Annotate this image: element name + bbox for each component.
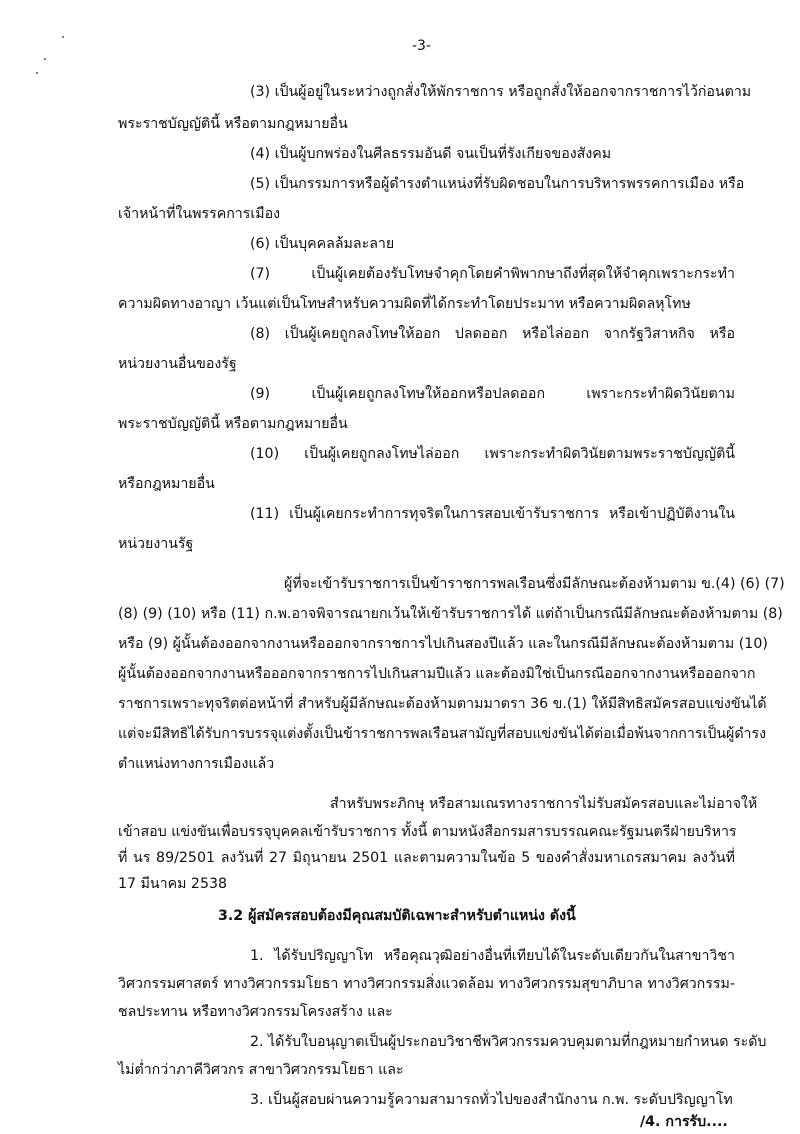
page-number: -3-	[412, 38, 432, 54]
scan-speck	[44, 58, 46, 60]
list-item-line: (9) เป็นผู้เคยถูกลงโทษให้ออกหรือปลดออก เพราะกระทำผิดวินัยตาม	[250, 386, 735, 402]
qualification-line: ไม่ต่ำกว่าภาคีวิศวกร สาขาวิศวกรรมโยธา และ	[118, 1062, 404, 1078]
list-item-line: หรือกฎหมายอื่น	[118, 476, 215, 492]
list-item-line: ความผิดทางอาญา เว้นแต่เป็นโทษสำหรับความผิดที่ได้กระทำโดยประมาท หรือความผิดลหุโทษ	[118, 296, 691, 312]
paragraph-line: 17 มีนาคม 2538	[118, 876, 228, 892]
qualification-line: 2. ได้รับใบอนุญาตเป็นผู้ประกอบวิชาชีพวิศวกรรมควบคุมตามที่กฎหมายกำหนด ระดับ	[250, 1034, 767, 1050]
qualification-line: 3. เป็นผู้สอบผ่านความรู้ความสามารถทั่วไปของสำนักงาน ก.พ. ระดับปริญญาโท	[250, 1092, 733, 1108]
list-item-line: (5) เป็นกรรมการหรือผู้ดำรงตำแหน่งที่รับผิดชอบในการบริหารพรรคการเมือง หรือ	[250, 176, 745, 192]
section-heading: 3.2 ผู้สมัครสอบต้องมีคุณสมบัติเฉพาะสำหรับตำแหน่ง ดังนี้	[218, 908, 576, 924]
scan-speck	[62, 36, 64, 38]
paragraph-line: หรือ (9) ผู้นั้นต้องออกจากงานหรือออกจากราชการไปเกินสองปีแล้ว และในกรณีมีลักษณะต้องห้ามตาม (10)	[118, 636, 768, 652]
list-item-line: (11) เป็นผู้เคยกระทำการทุจริตในการสอบเข้ารับราชการ หรือเข้าปฏิบัติงานใน	[250, 506, 735, 522]
list-item-line: (10) เป็นผู้เคยถูกลงโทษไล่ออก เพราะกระทำผิดวินัยตามพระราชบัญญัตินี้	[250, 446, 735, 462]
list-item-line: (3) เป็นผู้อยู่ในระหว่างถูกสั่งให้พักราชการ หรือถูกสั่งให้ออกจากราชการไว้ก่อนตาม	[250, 84, 752, 100]
paragraph-line: (8) (9) (10) หรือ (11) ก.พ.อาจพิจารณายกเว้นให้เข้ารับราชการได้ แต่ถ้าเป็นกรณีมีลักษณะต้องห้ามตาม (8)	[118, 606, 783, 622]
list-item-line: พระราชบัญญัตินี้ หรือตามกฎหมายอื่น	[118, 116, 348, 132]
paragraph-line: ที่ นร 89/2501 ลงวันที่ 27 มิถุนายน 2501 และตามความในข้อ 5 ของคำสั่งมหาเถรสมาคม ลงวันที่	[118, 850, 735, 866]
list-item-line: (4) เป็นผู้บกพร่องในศีลธรรมอันดี จนเป็นที่รังเกียจของสังคม	[250, 146, 612, 162]
list-item-line: หน่วยงานรัฐ	[118, 536, 194, 552]
paragraph-line: แต่จะมีสิทธิได้รับการบรรจุแต่งตั้งเป็นข้าราชการพลเรือนสามัญที่สอบแข่งขันได้ต่อเมื่อพ้นจากการเป็นผู้ดำรง	[118, 726, 767, 742]
qualification-line: ชลประทาน หรือทางวิศวกรรมโครงสร้าง และ	[118, 1004, 393, 1020]
continuation-marker: /4. การรับ....	[640, 1114, 728, 1130]
qualification-line: 1. ได้รับปริญญาโท หรือคุณวุฒิอย่างอื่นที่เทียบได้ในระดับเดียวกันในสาขาวิชา	[250, 948, 735, 964]
paragraph-line: เข้าสอบ แข่งขันเพื่อบรรจุบุคคลเข้ารับราชการ ทั้งนี้ ตามหนังสือกรมสารบรรณคณะรัฐมนตรีฝ่ายบริหาร	[118, 824, 737, 840]
qualification-line: วิศวกรรมศาสตร์ ทางวิศวกรรมโยธา ทางวิศวกรรมสิ่งแวดล้อม ทางวิศวกรรมสุขาภิบาล ทางวิศวกรรม-	[118, 976, 735, 992]
paragraph-line: ตำแหน่งทางการเมืองแล้ว	[118, 756, 275, 772]
list-item-line: พระราชบัญญัตินี้ หรือตามกฎหมายอื่น	[118, 416, 348, 432]
scan-speck	[36, 72, 38, 74]
paragraph-line: ผู้นั้นต้องออกจากงานหรือออกจากราชการไปเกินสามปีแล้ว และต้องมิใช่เป็นกรณีออกจากงานหรือออกจาก	[118, 666, 756, 682]
list-item-line: (8) เป็นผู้เคยถูกลงโทษให้ออก ปลดออก หรือไล่ออก จากรัฐวิสาหกิจ หรือ	[250, 326, 735, 342]
list-item-line: เจ้าหน้าที่ในพรรคการเมือง	[118, 206, 281, 222]
list-item-line: (7) เป็นผู้เคยต้องรับโทษจำคุกโดยคำพิพากษาถึงที่สุดให้จำคุกเพราะกระทำ	[250, 266, 735, 282]
list-item-line: (6) เป็นบุคคลล้มละลาย	[250, 236, 395, 252]
paragraph-line: ราชการเพราะทุจริตต่อหน้าที่ สำหรับผู้มีลักษณะต้องห้ามตามมาตรา 36 ข.(1) ให้มีสิทธิสมัครสอบแข่งขันได้	[118, 696, 767, 712]
paragraph-line: ผู้ที่จะเข้ารับราชการเป็นข้าราชการพลเรือนซึ่งมีลักษณะต้องห้ามตาม ข.(4) (6) (7)	[284, 576, 785, 592]
list-item-line: หน่วยงานอื่นของรัฐ	[118, 356, 237, 372]
paragraph-line: สำหรับพระภิกษุ หรือสามเณรทางราชการไม่รับสมัครสอบและไม่อาจให้	[330, 796, 758, 812]
